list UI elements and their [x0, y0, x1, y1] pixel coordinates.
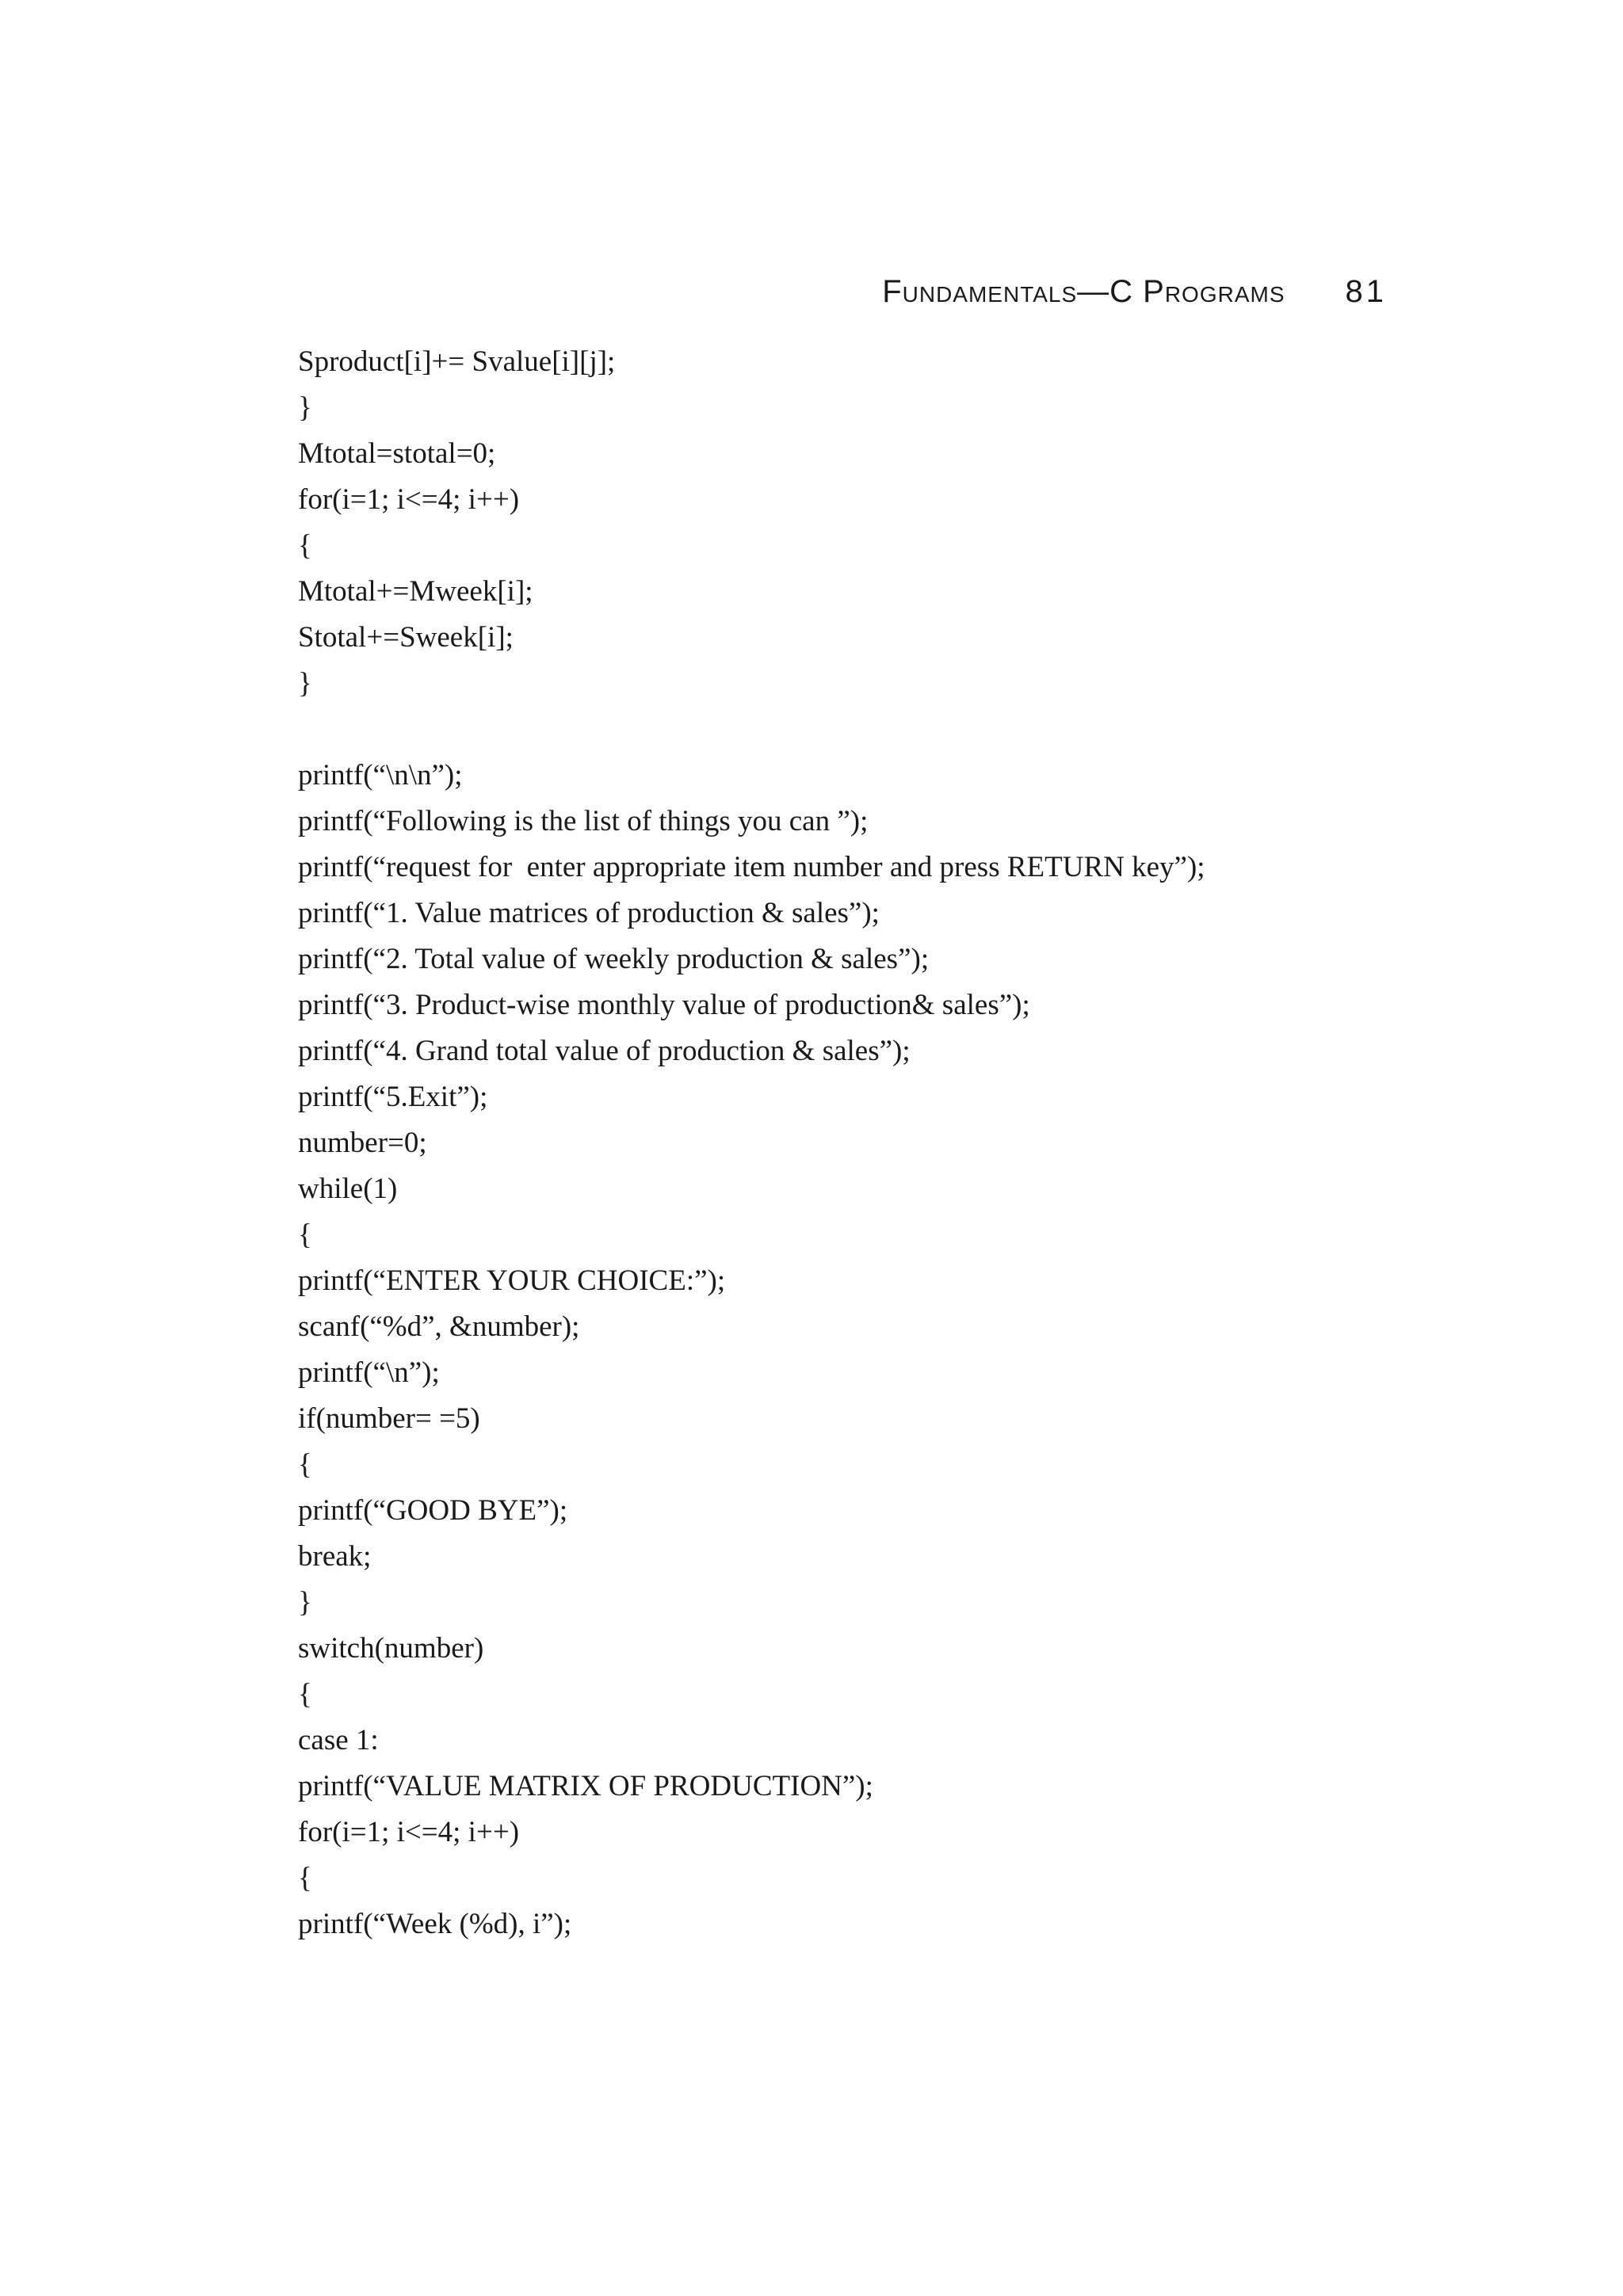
code-line: number=0; [298, 1127, 427, 1159]
code-line: printf(“2. Total value of weekly production & sales”); [298, 943, 930, 975]
page-number: 81 [1345, 274, 1387, 309]
code-line: switch(number) [298, 1632, 484, 1665]
code-line: { [298, 1862, 312, 1894]
blank-line [298, 707, 1487, 753]
code-line: { [298, 1219, 312, 1251]
code-line: { [298, 529, 312, 562]
code-line: scanf(“%d”, &number); [298, 1310, 580, 1343]
code-line: printf(“5.Exit”); [298, 1081, 488, 1113]
code-line: { [298, 1678, 312, 1711]
code-line: Mtotal=stotal=0; [298, 437, 496, 470]
code-line: printf(“GOOD BYE”); [298, 1494, 568, 1527]
code-listing [298, 339, 1487, 1947]
code-line: printf(“1. Value matrices of production & sales”); [298, 897, 880, 929]
code-line: for(i=1; i<=4; i++) [298, 1816, 520, 1848]
code-line: { [298, 1448, 312, 1481]
code-line: printf(“3. Product-wise monthly value of production& sales”); [298, 989, 1030, 1021]
code-line: Sproduct[i]+= Svalue[i][j]; [298, 345, 616, 378]
code-line: printf(“Week (%d), i”); [298, 1908, 572, 1940]
code-line: printf(“Following is the list of things you can ”); [298, 805, 869, 837]
code-line: Stotal+=Sweek[i]; [298, 621, 514, 654]
code-line: break; [298, 1540, 372, 1573]
code-line: printf(“4. Grand total value of production & sales”); [298, 1035, 911, 1067]
code-line: } [298, 667, 312, 700]
code-line: } [298, 1586, 312, 1619]
code-line: printf(“ENTER YOUR CHOICE:”); [298, 1264, 726, 1297]
code-line: printf(“\n”); [298, 1356, 440, 1389]
running-header [832, 274, 1387, 322]
code-line: while(1) [298, 1173, 398, 1205]
code-line: for(i=1; i<=4; i++) [298, 483, 520, 516]
code-line: Mtotal+=Mweek[i]; [298, 575, 533, 608]
code-line: printf(“request for enter appropriate item number and press RETURN key”); [298, 851, 1205, 883]
code-line: printf(“VALUE MATRIX OF PRODUCTION”); [298, 1770, 873, 1802]
code-line: if(number= =5) [298, 1402, 480, 1435]
code-line: case 1: [298, 1724, 379, 1756]
code-line: } [298, 391, 312, 424]
code-line: printf(“\n\n”); [298, 759, 463, 791]
section-title: Fundamentals—C Programs [882, 274, 1285, 309]
